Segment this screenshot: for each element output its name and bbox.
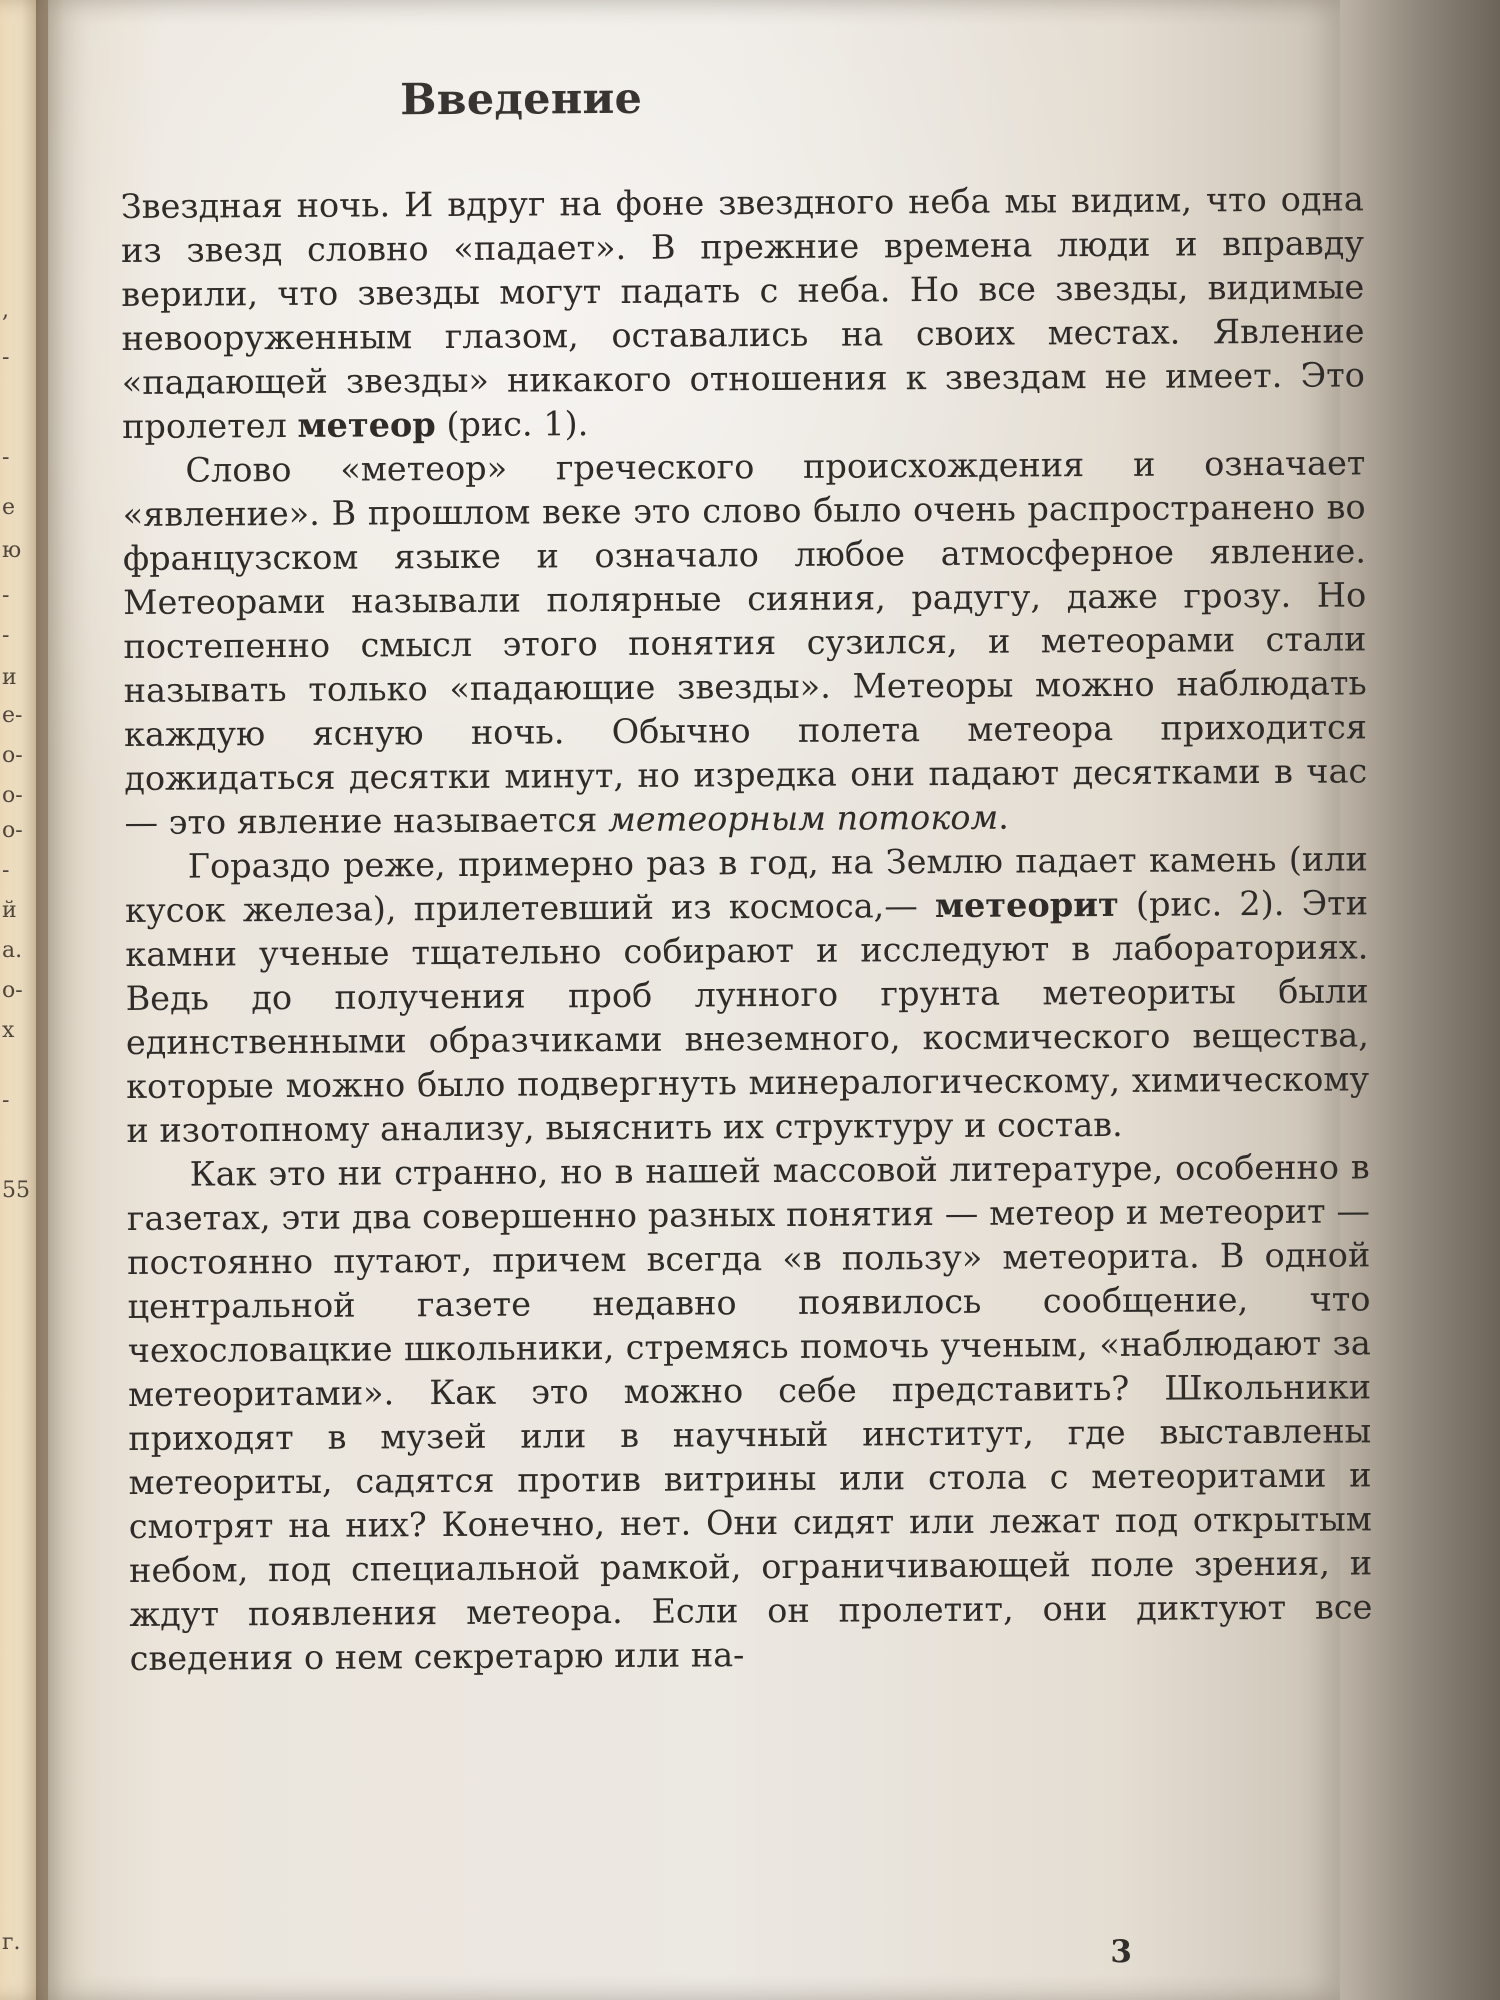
left-fragment: o- — [2, 818, 23, 843]
term-meteorite: метеорит — [934, 885, 1119, 926]
paragraph-1-after: (рис. 1). — [435, 404, 589, 445]
left-fragment: х — [2, 1018, 15, 1043]
term-meteor: метеор — [297, 405, 436, 446]
left-fragment: - — [2, 623, 10, 648]
paragraph-2 — [122, 442, 1367, 846]
left-fragment: й — [2, 898, 17, 923]
left-fragment: - — [2, 858, 10, 883]
left-fragment: 55 — [2, 1178, 30, 1203]
paragraph-3-before: Гораздо реже, примерно раз в год, на Землю падает камень (или кусок железа), прилетевший из космоса,— — [124, 839, 1368, 931]
left-fragment: - — [2, 345, 10, 370]
page-title: Введение — [399, 73, 643, 126]
paragraph-3 — [125, 838, 1370, 1154]
paragraph-1 — [121, 178, 1366, 450]
body-text — [121, 178, 1373, 1682]
left-fragment: o- — [2, 978, 23, 1003]
left-fragment: e- — [2, 703, 23, 728]
left-fragment: , — [2, 298, 9, 323]
paragraph-4: Как это ни странно, но в нашей массовой литературе, особенно в газетах, эти два совершенно разных понятия — метеор и метеорит — постоянно путают, причем всегда «в пользу» метеорита. В одной центральной газете недавно появилось сообщение, что чехословацкие школьники, стремясь помочь ученым, «наблюдают за метеоритами». Как это можно себе представить? Школьники приходят в музей или в научный институт, где выставлены метеориты, садятся против витрины или стола с метеоритами и смотрят на них? Конечно, нет. Они сидят или лежат под открытым небом, под специальной рамкой, ограничивающей поле зрения, и ждут появления метеора. Если он пролетит, они диктуют все сведения о нем секретарю или на- — [126, 1147, 1373, 1679]
left-fragment: е — [2, 495, 16, 520]
book-gutter-shadow — [36, 0, 64, 2000]
paragraph-2-after: . — [998, 798, 1009, 838]
paragraph-2-before: Слово «метеор» греческого происхождения и означает «явление». В прошлом веке это слово было очень распространено во французском языке и означало любое атмосферное явление. Метеорами называли полярные сияния, радугу, даже грозу. Но постепенно смысл этого понятия сузился, и метеорами стали называть только «падающие звезды». Метеоры можно наблюдать каждую ясную ночь. Обычно полета метеора приходится дожидаться десятки минут, но изредка они падают десятками в час — это явление называется — [122, 443, 1368, 843]
left-fragment: ю — [2, 538, 22, 563]
paragraph-3-after: (рис. 2). Эти камни ученые тщательно собирают и исследуют в лабораториях. Ведь до получения проб лунного грунта метеориты были единственными образчиками внеземного, космического вещества, которые можно было подвергнуть минералогическому, химическому и изотопному анализу, выяснить их структуру и состав. — [125, 883, 1370, 1151]
term-meteor-shower: метеорным потоком — [607, 798, 999, 840]
left-page-text-fragments — [2, 0, 32, 2000]
left-fragment: o- — [2, 743, 23, 768]
paragraph-1-before: Звездная ночь. И вдруг на фоне звездного неба мы видим, что одна из звезд словно «падает». В прежние времена люди и вправду верили, что звезды могут падать с неба. Но все звезды, видимые невооруженным глазом, оставались на своих местах. Явление «падающей звезды» никакого отношения к звездам не имеет. Это пролетел — [120, 179, 1365, 447]
left-fragment: и — [2, 665, 17, 690]
left-fragment: a. — [2, 938, 23, 963]
book-page — [48, 0, 1373, 2000]
left-fragment: - — [2, 1088, 10, 1113]
left-fragment: - — [2, 445, 10, 470]
book-page-content — [120, 70, 1373, 1681]
page-number: 3 — [1110, 1934, 1132, 1970]
left-fragment: г. — [2, 1930, 21, 1955]
left-fragment: - — [2, 583, 10, 608]
left-fragment: o- — [2, 783, 23, 808]
